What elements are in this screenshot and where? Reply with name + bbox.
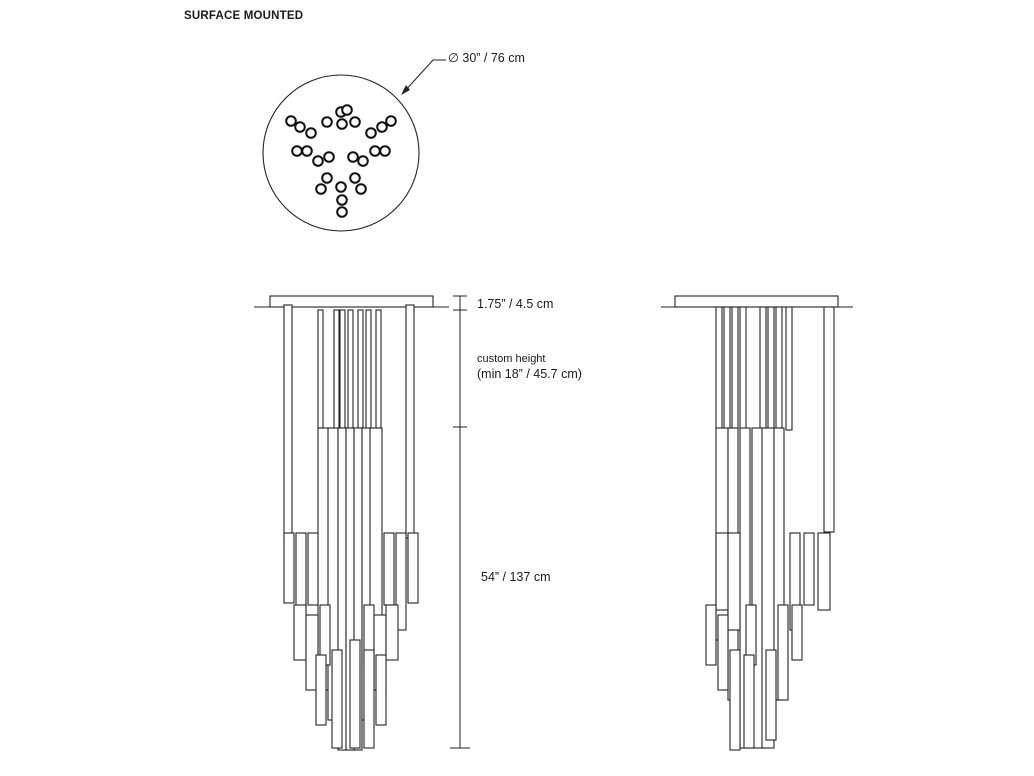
side-rod — [728, 533, 740, 630]
front-rod — [406, 305, 414, 538]
side-rod — [718, 615, 728, 690]
diameter-icon: ∅ — [448, 51, 459, 65]
rod-ring — [370, 146, 380, 156]
side-rod — [732, 307, 738, 430]
side-rod — [724, 307, 730, 430]
rod-ring — [286, 116, 296, 126]
side-elevation — [661, 296, 853, 750]
side-rod — [730, 650, 740, 750]
front-rod — [284, 533, 294, 603]
side-rod — [818, 533, 830, 610]
rod-ring — [292, 146, 302, 156]
side-rod — [778, 605, 788, 700]
rod-ring — [306, 128, 316, 138]
rod-ring — [295, 122, 305, 132]
front-rod — [318, 310, 323, 428]
front-rod — [348, 310, 353, 428]
front-rod — [284, 305, 292, 538]
plan-view — [263, 60, 446, 231]
dimension-line — [450, 296, 470, 748]
custom-height-min-label: (min 18” / 45.7 cm) — [477, 367, 582, 381]
rod-ring — [350, 117, 360, 127]
front-rod — [332, 650, 342, 748]
diameter-label: ∅ 30” / 76 cm — [448, 51, 525, 65]
rod-ring — [358, 156, 368, 166]
side-rod — [766, 650, 776, 740]
side-rod — [706, 605, 716, 665]
side-rod — [768, 307, 774, 430]
rod-ring — [337, 207, 347, 217]
rod-ring — [324, 152, 334, 162]
rod-ring — [322, 173, 332, 183]
rod-ring — [386, 116, 396, 126]
side-rod — [804, 533, 814, 605]
front-rod — [366, 310, 371, 428]
side-rod — [740, 307, 746, 430]
rod-ring — [336, 182, 346, 192]
front-elevation — [254, 296, 449, 750]
custom-height-label: custom height — [477, 353, 546, 365]
body-height-label: 54” / 137 cm — [481, 570, 551, 584]
front-rod — [308, 533, 318, 605]
side-rod — [716, 307, 722, 430]
drawing-title: SURFACE MOUNTED — [184, 10, 304, 22]
front-rod — [334, 310, 339, 428]
rod-ring — [380, 146, 390, 156]
rod-ring — [316, 184, 326, 194]
canopy-height-label: 1.75” / 4.5 cm — [477, 297, 554, 311]
rod-ring — [302, 146, 312, 156]
rod-ring — [366, 128, 376, 138]
canopy — [675, 296, 838, 307]
rod-ring — [337, 119, 347, 129]
side-rod — [760, 307, 766, 430]
rod-ring — [377, 122, 387, 132]
rod-ring — [348, 152, 358, 162]
side-rod — [716, 533, 728, 610]
side-rod — [744, 655, 754, 748]
front-rod — [364, 650, 374, 748]
rod-ring-pattern — [286, 105, 396, 217]
front-rod — [376, 655, 386, 725]
front-rod — [316, 655, 326, 725]
front-rod — [384, 533, 394, 605]
front-rod — [408, 533, 418, 603]
front-rod — [350, 640, 360, 748]
side-rod — [786, 307, 792, 430]
diameter-leader — [401, 60, 446, 95]
side-rod — [776, 307, 782, 430]
front-rod — [386, 605, 398, 660]
rod-ring — [350, 173, 360, 183]
front-rod — [376, 310, 381, 428]
side-rod — [824, 307, 834, 532]
rod-ring — [322, 117, 332, 127]
front-rod — [294, 605, 306, 660]
rod-ring — [337, 195, 347, 205]
side-rod — [792, 605, 802, 660]
front-rod — [358, 310, 363, 428]
rod-ring — [356, 184, 366, 194]
rod-ring — [313, 156, 323, 166]
front-rod — [340, 310, 345, 428]
rod-ring — [342, 105, 352, 115]
